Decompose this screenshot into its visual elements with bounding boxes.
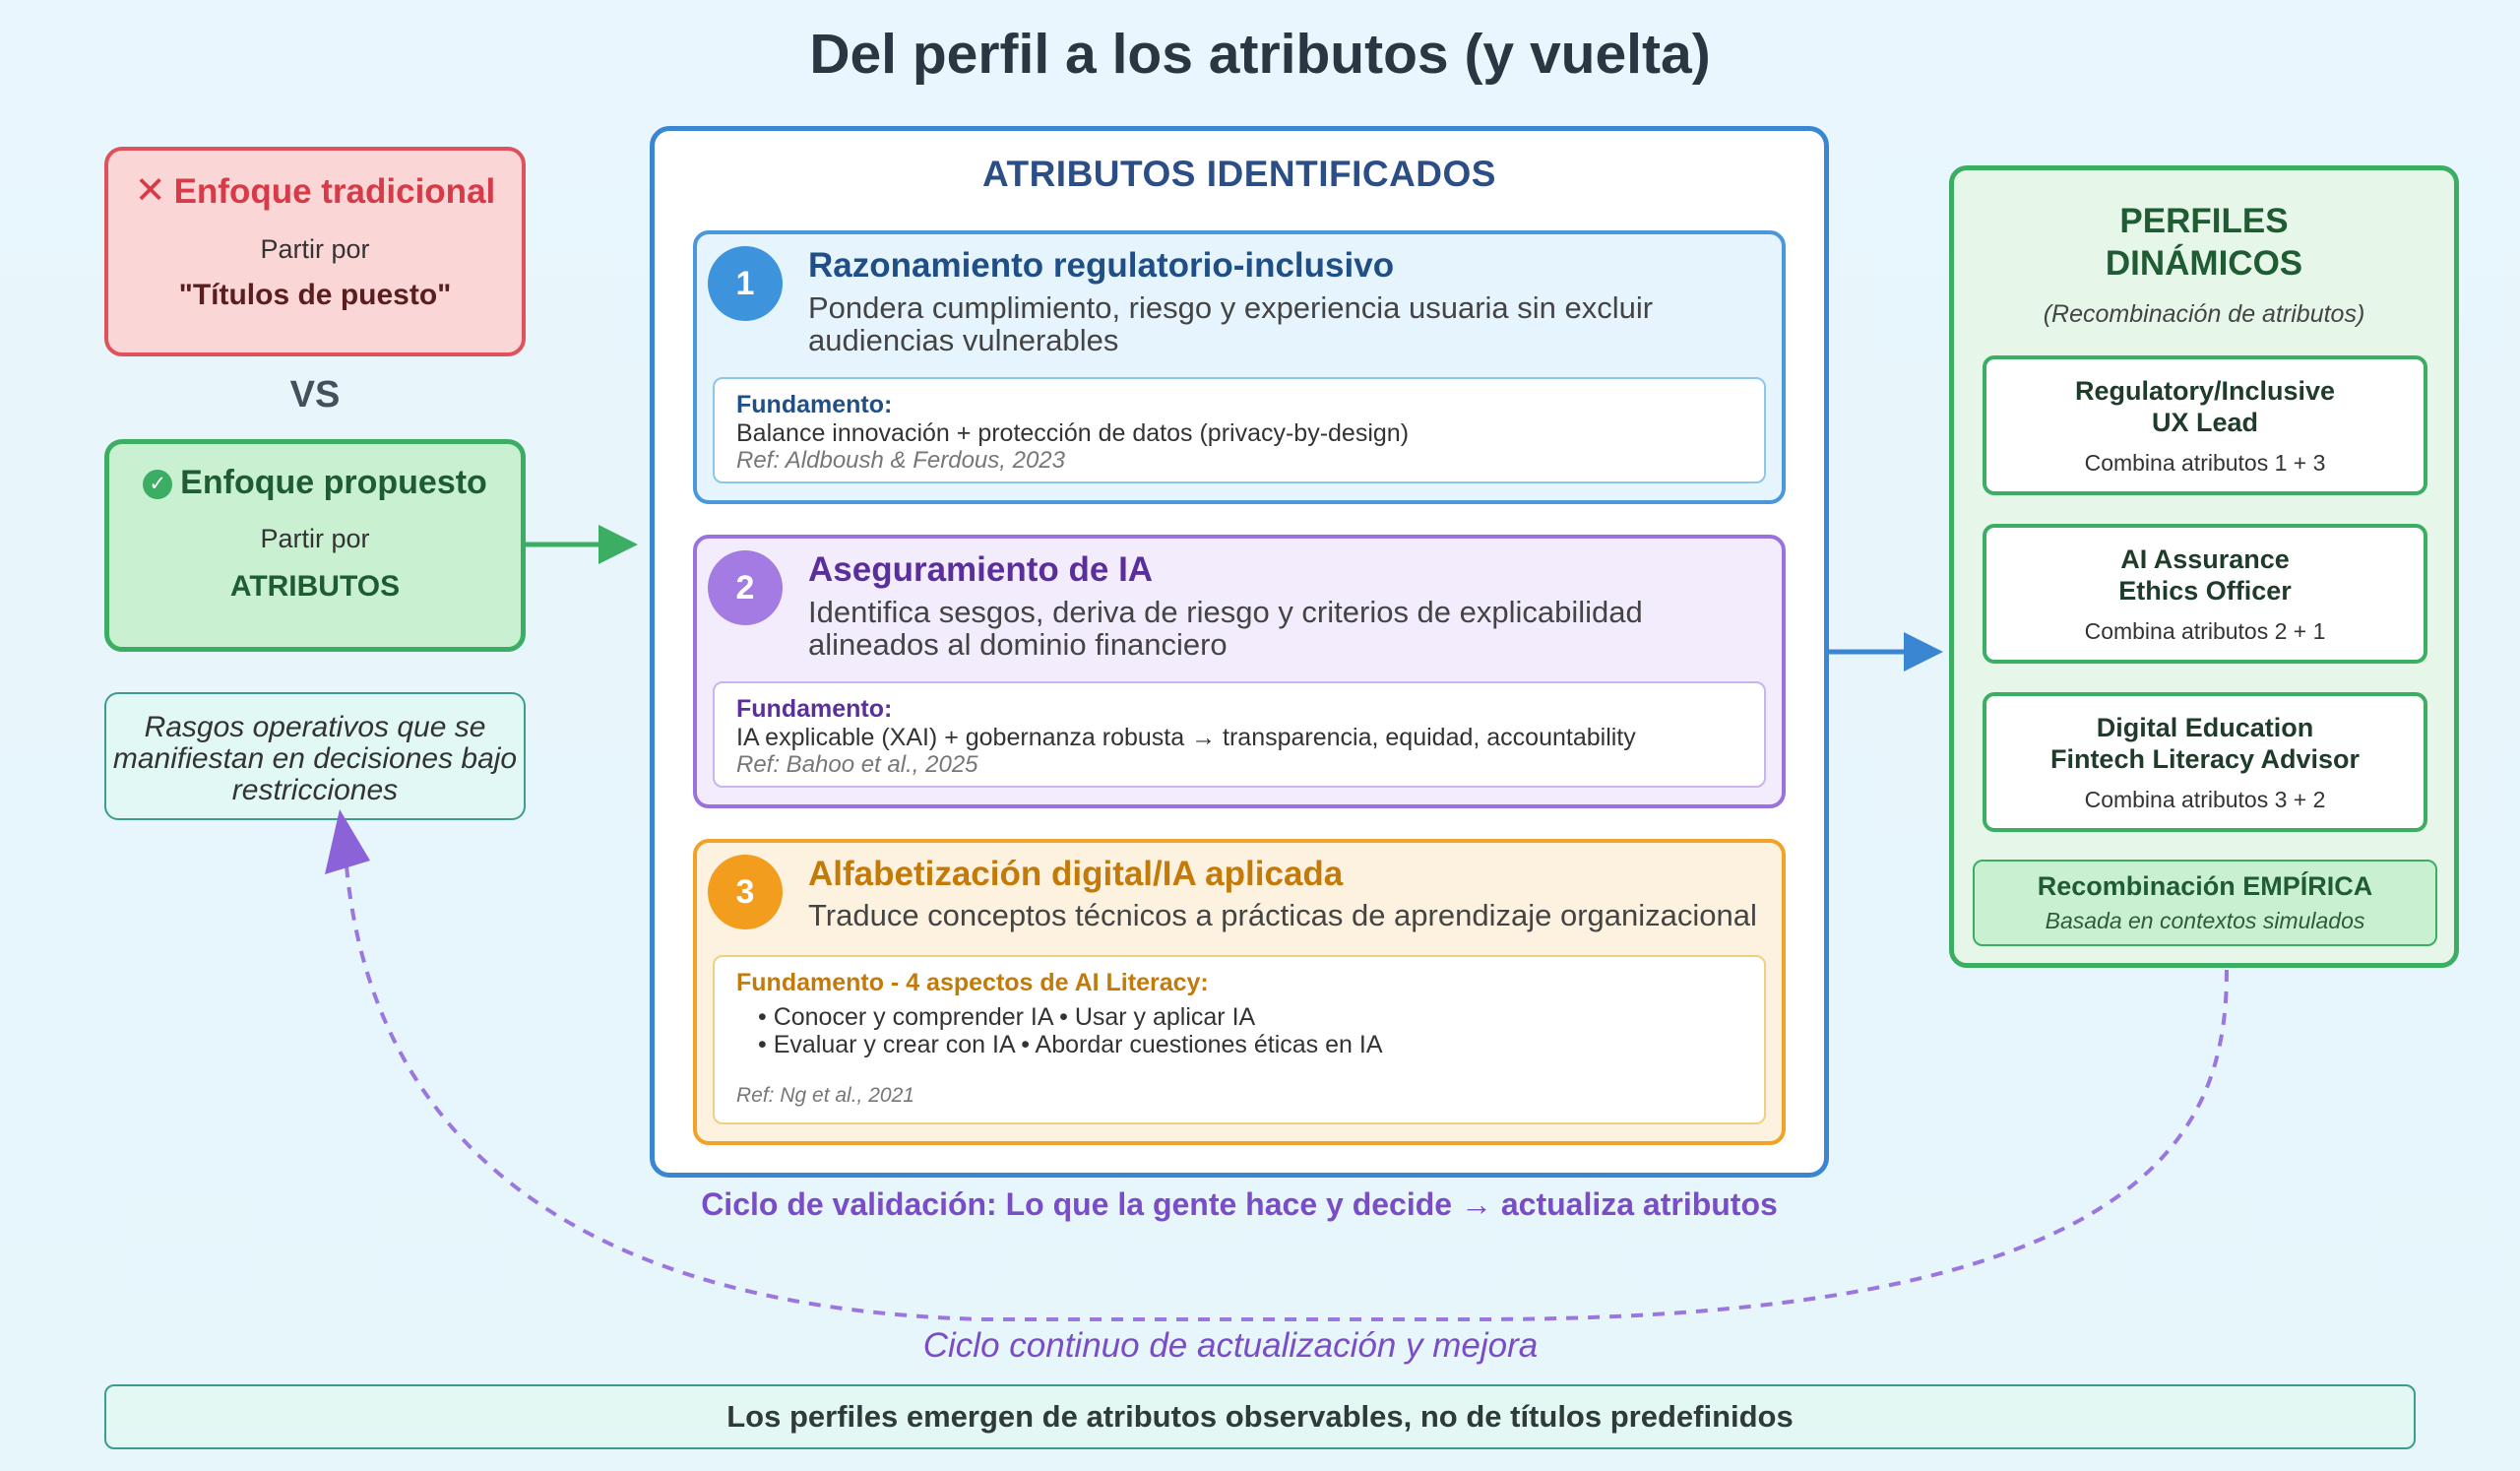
validation-cycle-label: Ciclo de validación: Lo que la gente hace y decide → actualiza atributos [701, 1186, 1778, 1222]
dynamic-profiles-title-line1: PERFILES [2119, 202, 2289, 240]
profile-name-line2: UX Lead [2151, 408, 2259, 437]
attribute-description: Pondera cumplimiento, riesgo y experiencia usuaria sin excluir audiencias vulnerables [808, 290, 1654, 357]
bottom-banner: Los perfiles emergen de atributos observables, no de títulos predefinidos [104, 1384, 2416, 1449]
arrowhead-green-icon [598, 525, 638, 564]
foundation-text: Balance innovación + protección de datos (privacy-by-design) [736, 419, 1410, 447]
attribute-number-badge: 1 [708, 246, 783, 321]
profile-name-line1: AI Assurance [2120, 544, 2290, 574]
feedback-cycle-curve [346, 866, 2227, 1319]
foundation-reference: Ref: Bahoo et al., 2025 [736, 751, 978, 778]
foundation-label: Fundamento: [736, 695, 893, 723]
foundation-reference: Ref: Ng et al., 2021 [736, 1084, 914, 1107]
foundation-line-2: • Evaluar y crear con IA • Abordar cuestiones éticas en IA [758, 1031, 1383, 1058]
vs-label: VS [289, 374, 341, 416]
attribute-description: Traduce conceptos técnicos a prácticas de aprendizaje organizacional [808, 898, 1757, 932]
dynamic-profiles-subtitle: (Recombinación de atributos) [2043, 300, 2365, 328]
attribute-title: Alfabetización digital/IA aplicada [808, 855, 1344, 893]
cross-icon: ✕ [134, 170, 166, 212]
proposed-title: Enfoque propuesto [180, 464, 487, 501]
check-circle-icon: ✓ [143, 470, 172, 499]
attribute-number-badge: 2 [708, 550, 783, 625]
traits-note: Rasgos operativos que se manifiestan en decisiones bajo restricciones [104, 692, 526, 820]
arrowhead-blue-icon [1904, 632, 1943, 672]
profile-combination: Combina atributos 2 + 1 [2084, 618, 2326, 644]
traditional-title: Enfoque tradicional [173, 172, 496, 211]
foundation-text: IA explicable (XAI) + gobernanza robusta → transparencia, equidad, accountability [736, 724, 1636, 751]
attribute-title: Razonamiento regulatorio-inclusivo [808, 246, 1395, 285]
profile-combination: Combina atributos 3 + 2 [2084, 787, 2326, 812]
traditional-line1: Partir por [260, 234, 370, 264]
profile-name-line1: Digital Education [2096, 713, 2314, 742]
profile-combination: Combina atributos 1 + 3 [2084, 450, 2326, 476]
attribute-description: Identifica sesgos, deriva de riesgo y criterios de explicabilidad alineados al dominio financiero [808, 595, 1643, 662]
empirical-title: Recombinación EMPÍRICA [2037, 871, 2373, 901]
dynamic-profiles-title-line2: DINÁMICOS [2105, 244, 2303, 283]
foundation-label: Fundamento: [736, 391, 893, 418]
foundation-reference: Ref: Aldboush & Ferdous, 2023 [736, 447, 1065, 474]
profile-name-line1: Regulatory/Inclusive [2074, 376, 2336, 406]
empirical-subtitle: Basada en contextos simulados [2045, 908, 2365, 933]
attributes-panel-title: ATRIBUTOS IDENTIFICADOS [982, 154, 1496, 194]
continuous-cycle-label: Ciclo continuo de actualización y mejora [922, 1326, 1539, 1365]
proposed-line2: ATRIBUTOS [229, 570, 401, 603]
proposed-line1: Partir por [260, 524, 370, 553]
arrowhead-purple-icon [325, 809, 370, 874]
foundation-label: Fundamento - 4 aspectos de AI Literacy: [736, 969, 1209, 996]
foundation-line-1: • Conocer y comprender IA • Usar y aplicar IA [758, 1003, 1256, 1031]
attribute-title: Aseguramiento de IA [808, 550, 1154, 589]
profile-name-line2: Fintech Literacy Advisor [2049, 744, 2361, 774]
attribute-number-badge: 3 [708, 855, 783, 929]
profile-name-line2: Ethics Officer [2118, 576, 2292, 606]
traditional-line2: "Títulos de puesto" [178, 279, 452, 311]
page-title: Del perfil a los atributos (y vuelta) [809, 23, 1711, 86]
